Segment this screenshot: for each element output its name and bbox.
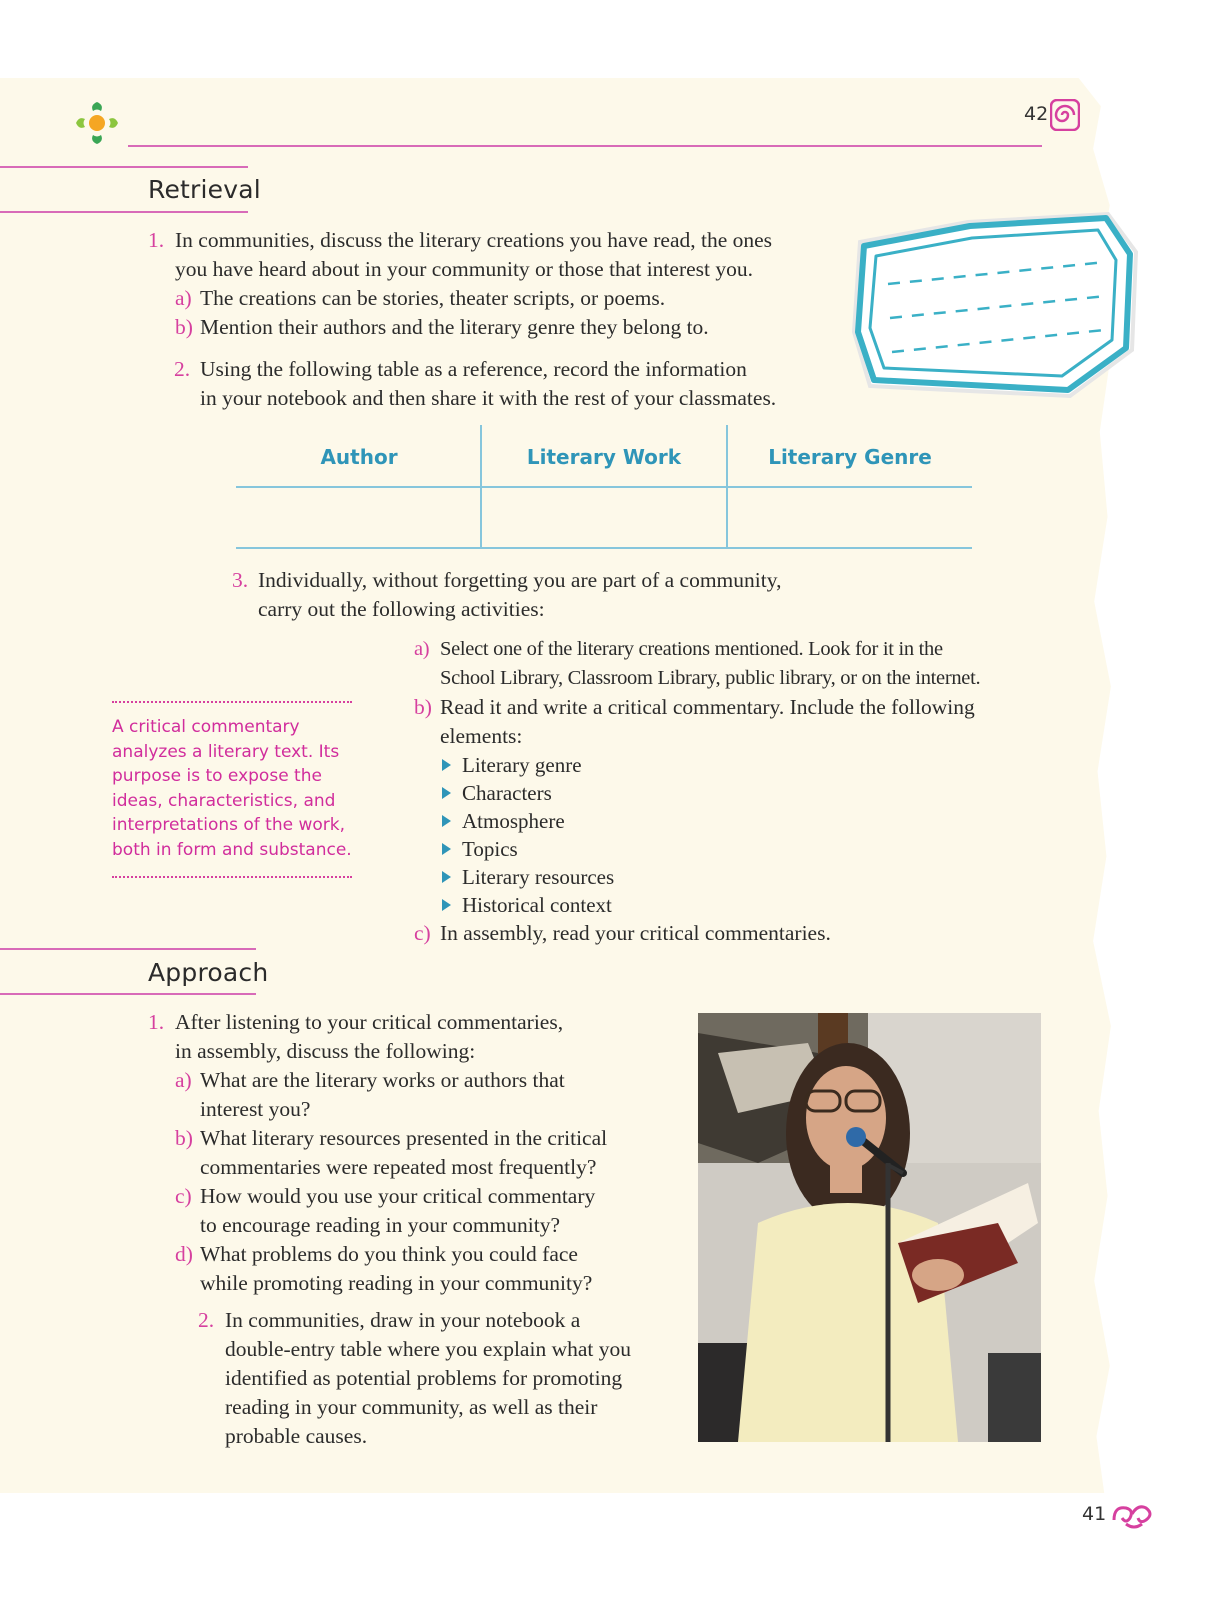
retrieval-item-2 (174, 355, 854, 413)
retrieval-item-1 (148, 226, 838, 342)
item-number: 3. (232, 568, 249, 592)
header-rule (128, 145, 1042, 147)
bullet-text: Characters (462, 781, 552, 805)
table-bottom-rule (236, 547, 972, 549)
table-header-author: Author (320, 445, 398, 469)
page-number-top: 42 (1024, 103, 1049, 125)
item-text: in assembly, discuss the following: (175, 1039, 476, 1063)
side-note-line: A critical commentary (112, 717, 300, 737)
item-text: In communities, draw in your notebook a (225, 1308, 581, 1332)
sub-text: Select one of the literary creations mentioned. Look for it in the (440, 638, 943, 660)
section-title-retrieval: Retrieval (148, 175, 261, 204)
bullet-triangle-icon (442, 815, 451, 827)
item-text: in your notebook and then share it with the rest of your classmates. (200, 386, 777, 410)
sub-label: b) (414, 695, 432, 719)
item-number: 1. (148, 228, 165, 252)
item-text: reading in your community, as well as their (225, 1395, 598, 1419)
sub-text: elements: (440, 724, 523, 748)
approach-item-1 (148, 1008, 688, 1298)
bullet-text: Topics (462, 837, 518, 861)
sub-label: b) (175, 315, 193, 339)
table-header-literary-genre: Literary Genre (768, 445, 932, 469)
list-item (442, 863, 1054, 891)
bullet-text: Literary resources (462, 865, 615, 889)
side-note-line: both in form and substance. (112, 839, 352, 860)
list-item (442, 835, 1054, 863)
photo-woman-reading (698, 1013, 1041, 1442)
retrieval-item-3-subitems (414, 635, 1054, 948)
reference-table (236, 425, 972, 549)
sub-label: c) (175, 1184, 192, 1208)
page-number-bottom: 41 (1082, 1503, 1107, 1525)
sub-text: commentaries were repeated most frequently? (200, 1155, 597, 1179)
bullet-text: Historical context (462, 893, 612, 917)
approach-rule-bottom (0, 993, 256, 995)
retrieval-rule-bottom (0, 211, 248, 213)
section-title-approach: Approach (148, 958, 269, 987)
sub-label: c) (414, 921, 431, 945)
sub-label: b) (175, 1126, 193, 1150)
item-text: In communities, discuss the literary creations you have read, the ones (175, 228, 773, 252)
bullet-text: Atmosphere (462, 809, 565, 833)
side-note-line: interpretations of the work, (112, 815, 346, 835)
sub-label: d) (175, 1242, 193, 1266)
sub-text: What problems do you think you could face (200, 1242, 578, 1266)
table-divider (480, 425, 482, 549)
sub-text: In assembly, read your critical commentaries. (440, 921, 831, 945)
list-item (442, 779, 1054, 807)
list-item (442, 807, 1054, 835)
notebook-illustration (848, 200, 1148, 410)
sub-text: while promoting reading in your community? (200, 1271, 593, 1295)
flower-logo-icon (70, 96, 124, 150)
item-number: 2. (198, 1308, 215, 1332)
list-item (442, 891, 1054, 919)
sub-text: School Library, Classroom Library, public library, or on the internet. (440, 667, 981, 689)
item-number: 2. (174, 357, 191, 381)
sub-text: How would you use your critical commentary (200, 1184, 596, 1208)
table-header-rule (236, 486, 972, 488)
sub-label: a) (175, 1068, 192, 1092)
bullet-triangle-icon (442, 787, 451, 799)
item-text: After listening to your critical commentaries, (175, 1010, 564, 1034)
bullet-text: Literary genre (462, 753, 582, 777)
side-note (112, 701, 352, 878)
side-note-line: analyzes a literary text. Its (112, 741, 340, 762)
item-text: Individually, without forgetting you are part of a community, (258, 568, 782, 592)
sub-text: Read it and write a critical commentary. Include the following (440, 695, 975, 719)
item-number: 1. (148, 1010, 165, 1034)
retrieval-item-3 (232, 566, 852, 624)
sub-text: Mention their authors and the literary genre they belong to. (200, 315, 709, 339)
decorative-ornament-icon (1110, 1500, 1158, 1530)
item-text: carry out the following activities: (258, 597, 545, 621)
bullet-triangle-icon (442, 871, 451, 883)
item-text: probable causes. (225, 1424, 368, 1448)
sub-label: a) (414, 638, 430, 660)
sub-text: interest you? (200, 1097, 311, 1121)
item-text: double-entry table where you explain what you (225, 1337, 631, 1361)
sub-text: What are the literary works or authors that (200, 1068, 565, 1092)
side-note-line: purpose is to expose the (112, 766, 322, 786)
table-header-literary-work: Literary Work (526, 445, 682, 469)
sub-text: The creations can be stories, theater scripts, or poems. (200, 286, 666, 310)
spiral-ornament-icon (1050, 99, 1080, 131)
approach-rule-top (0, 948, 256, 950)
bullet-triangle-icon (442, 759, 451, 771)
sub-text: to encourage reading in your community? (200, 1213, 561, 1237)
sub-text: What literary resources presented in the critical (200, 1126, 608, 1150)
bullet-triangle-icon (442, 899, 451, 911)
item-text: you have heard about in your community or those that interest you. (175, 257, 753, 281)
list-item (442, 751, 1054, 779)
bullet-triangle-icon (442, 843, 451, 855)
element-bullet-list (414, 751, 1054, 919)
table-divider (726, 425, 728, 549)
sub-label: a) (175, 286, 192, 310)
approach-item-2 (198, 1306, 678, 1451)
item-text: identified as potential problems for promoting (225, 1366, 623, 1390)
retrieval-rule-top (0, 166, 248, 168)
item-text: Using the following table as a reference, record the information (200, 357, 747, 381)
side-note-line: ideas, characteristics, and (112, 790, 336, 811)
